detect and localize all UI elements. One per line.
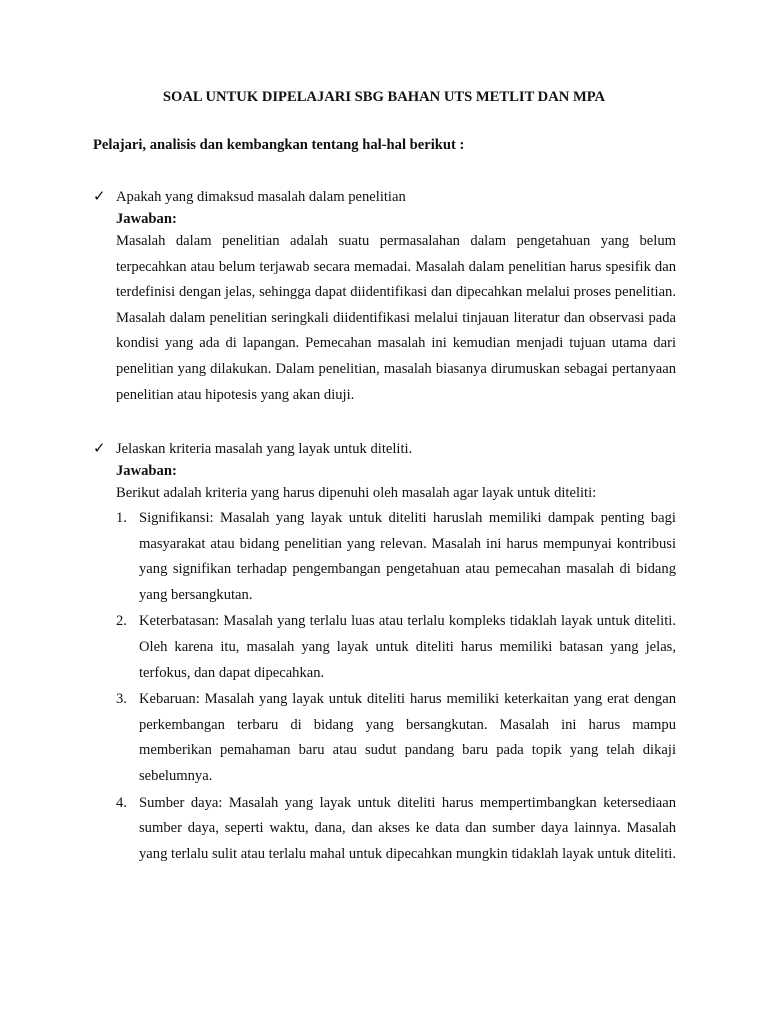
criteria-text: Signifikansi: Masalah yang layak untuk diteliti haruslah memiliki dampak penting bagi masyarakat atau bidang penelitian yang relevan. Masalah ini harus mempunyai kontribusi yang signifikan terhadap pengembangan pengetahuan atau pemecahan masalah di bidang yang bersangkutan. xyxy=(139,510,676,603)
criteria-item xyxy=(116,791,676,868)
question-line xyxy=(93,440,676,459)
intro-text: Pelajari, analisis dan kembangkan tentang hal-hal berikut : xyxy=(93,137,465,153)
checkmark-icon: ✓ xyxy=(93,439,106,457)
answer-paragraph: Masalah dalam penelitian adalah suatu permasalahan dalam pengetahuan yang belum terpecahkan atau belum terjawab secara memadai. Masalah dalam penelitian harus spesifik dan terdefinisi dengan jelas, sehingga dapat diidentifikasi dan dipecahkan melalui proses penelitian. Masalah dalam penelitian seringkali diidentifikasi melalui tinjauan literatur dan observasi pada kondisi yang ada di lapangan. Pemecahan masalah ini kemudian menjadi tujuan utama dari penelitian yang dilakukan. Dalam penelitian, masalah biasanya dirumuskan sebagai pertanyaan penelitian atau hipotesis yang akan diuji. xyxy=(116,233,676,403)
criteria-item xyxy=(116,506,676,608)
checkmark-icon: ✓ xyxy=(93,187,106,205)
document-title: SOAL UNTUK DIPELAJARI SBG BAHAN UTS METLIT DAN MPA xyxy=(162,89,606,105)
answer-lead: Berikut adalah kriteria yang harus dipenuhi oleh masalah agar layak untuk diteliti: xyxy=(116,485,597,501)
question-text: Apakah yang dimaksud masalah dalam penelitian xyxy=(116,189,406,205)
criteria-text: Sumber daya: Masalah yang layak untuk diteliti harus mempertimbangkan ketersediaan sumber daya, seperti waktu, dana, dan akses ke data dan sumber daya lainnya. Masalah yang terlalu sulit atau terlalu mahal untuk dipecahkan mungkin tidaklah layak untuk diteliti. xyxy=(139,794,676,862)
question-block-2 xyxy=(93,440,676,868)
question-line xyxy=(93,188,676,207)
criteria-item xyxy=(116,687,676,789)
answer-label: Jawaban: xyxy=(116,211,177,227)
criteria-item xyxy=(116,609,676,686)
criteria-number: 4. xyxy=(116,794,127,811)
criteria-number: 2. xyxy=(116,613,127,630)
question-block-1 xyxy=(93,188,676,408)
criteria-list xyxy=(93,506,676,867)
criteria-text: Kebaruan: Masalah yang layak untuk diteliti harus memiliki keterkaitan yang erat dengan perkembangan terbaru di bidang yang bersangkutan. Masalah ini harus mampu memberikan pemahaman baru atau sudut pandang baru pada topik yang telah dikaji sebelumnya. xyxy=(139,691,676,784)
answer-label: Jawaban: xyxy=(116,463,177,479)
criteria-number: 3. xyxy=(116,691,127,708)
question-text: Jelaskan kriteria masalah yang layak untuk diteliti. xyxy=(116,441,413,457)
criteria-number: 1. xyxy=(116,510,127,526)
criteria-text: Keterbatasan: Masalah yang terlalu luas atau terlalu kompleks tidaklah layak untuk diteliti. Oleh karena itu, masalah yang layak untuk diteliti harus memiliki batasan yang jelas, terfokus, dan dapat dipecahkan. xyxy=(139,613,676,681)
